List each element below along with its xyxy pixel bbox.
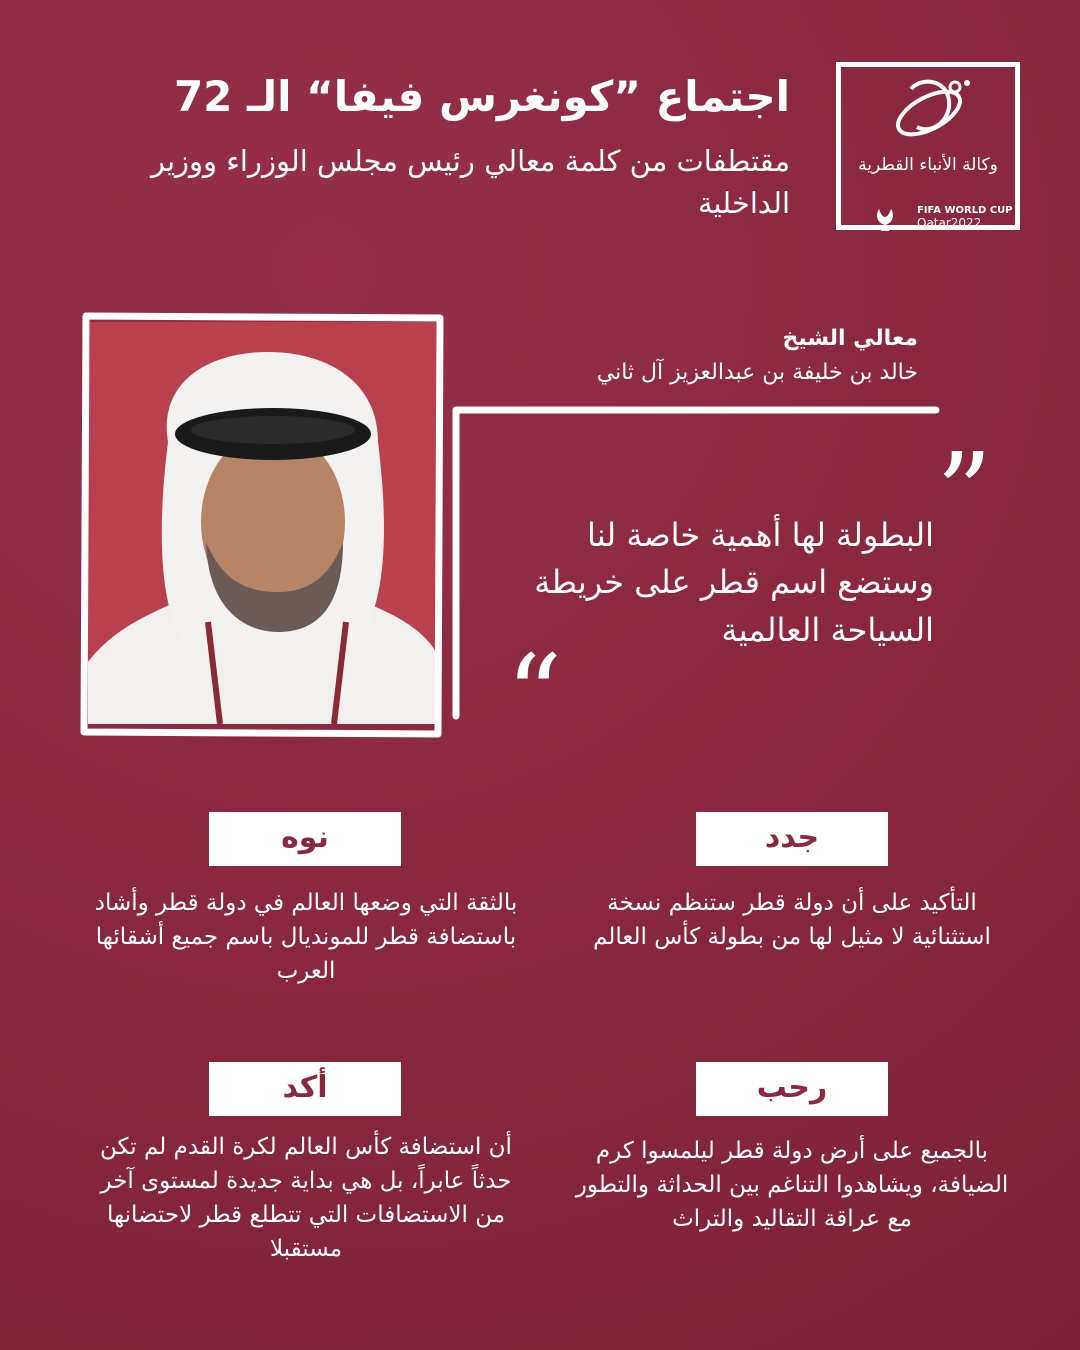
person-honorific: معالي الشيخ <box>782 326 918 351</box>
card-label-renewed: جدد <box>696 812 888 866</box>
card-text-renewed: التأكيد على أن دولة قطر ستنظم نسخة استثنائية لا مثيل لها من بطولة كأس العالم <box>593 890 991 951</box>
page-title: اجتماع ”كونغرس فيفا“ الـ 72 <box>173 72 790 121</box>
world-cup-emblem-icon <box>875 207 895 233</box>
card-text-praised: بالثقة التي وضعها العالم في دولة قطر وأشاد باستضافة قطر للمونديال باسم جميع أشقائها العرب <box>94 890 518 985</box>
world-cup-wordmark <box>917 205 1017 230</box>
card-label-praised: نوه <box>209 812 401 866</box>
agency-name: وكالة الأنباء القطرية <box>858 155 998 175</box>
agency-logo <box>836 62 1020 230</box>
card-label-welcomed: رحب <box>696 1062 888 1116</box>
agency-emblem-icon <box>881 75 981 145</box>
card-text-welcomed: بالجميع على أرض دولة قطر ليلمسوا كرم الضيافة، ويشاهدوا التناغم بين الحداثة والتطور مع عراقة التقاليد والتراث <box>575 1138 1009 1233</box>
quote-mark-open-icon: “ <box>506 631 563 759</box>
world-cup-line1: FIFA WORLD CUP <box>917 205 1013 216</box>
page-subtitle: مقتطفات من كلمة معالي رئيس مجلس الوزراء ووزير الداخلية <box>150 144 790 221</box>
world-cup-line2: Qatar2022 <box>917 215 982 230</box>
photo-frame <box>78 310 448 740</box>
card-label-affirmed: أكد <box>209 1062 401 1116</box>
quote-text: البطولة لها أهمية خاصة لنا وستضع اسم قطر على خريطة السياحة العالمية <box>534 516 934 649</box>
quote-mark-close-icon: ” <box>936 429 993 557</box>
person-name: خالد بن خليفة بن عبدالعزيز آل ثاني <box>596 360 918 385</box>
card-text-affirmed: أن استضافة كأس العالم لكرة القدم لم تكن حدثاً عابراً، بل هي بداية جديدة لمستوى آخر من الاستضافات التي تتطلع قطر لاحتضانها مستقبلا <box>100 1134 512 1263</box>
